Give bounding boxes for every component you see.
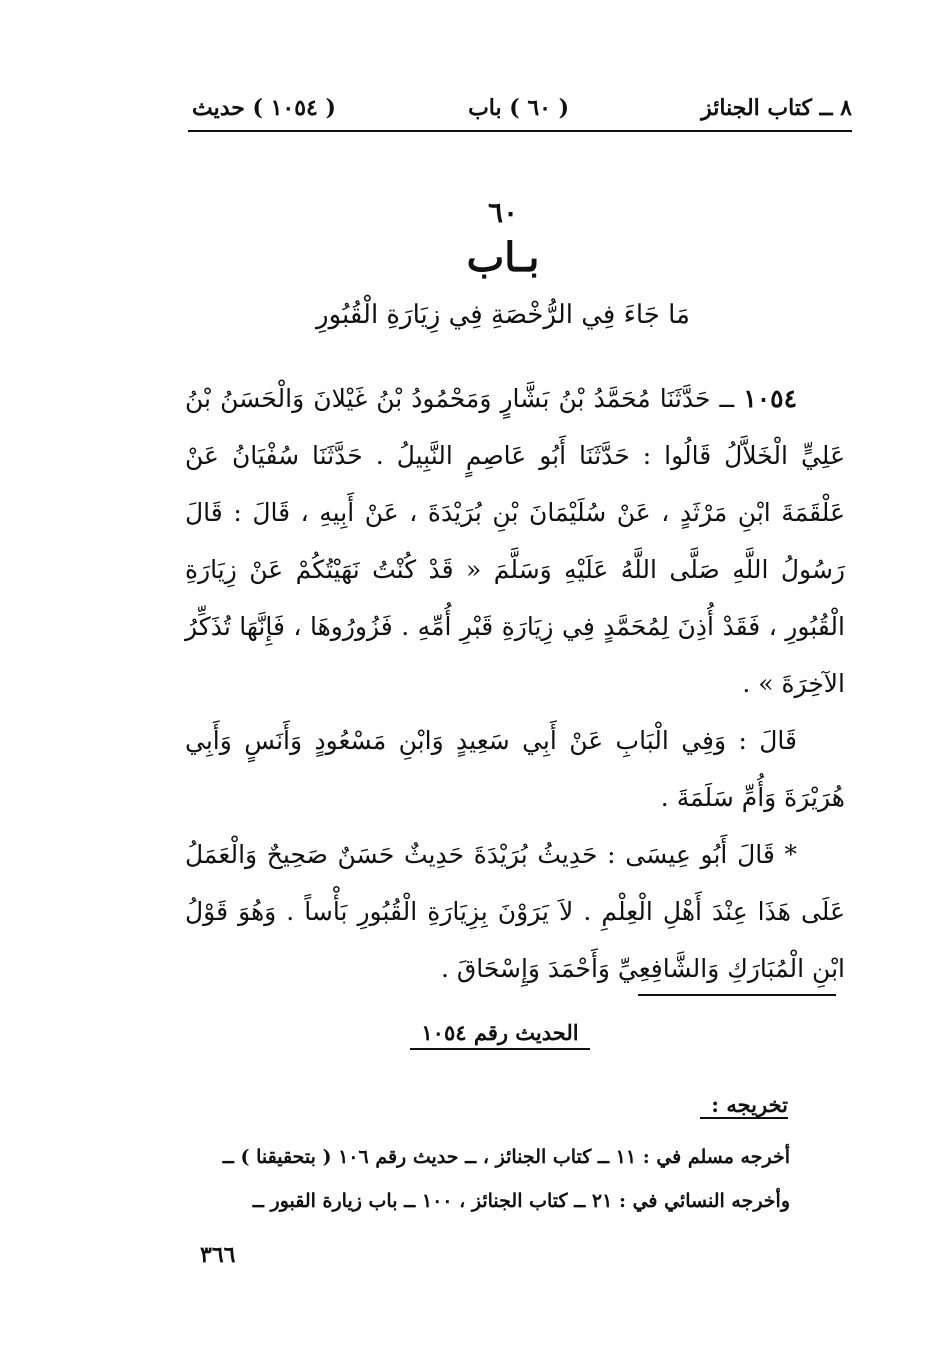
footnote-section-label: الحديث رقم ١٠٥٤	[410, 1020, 590, 1050]
chapter-heading: بـاب	[466, 234, 540, 281]
header-chapter-ref: ( ٦٠ ) باب	[468, 95, 570, 121]
hadith-text: ــ حَدَّثَنَا مُحَمَّدُ بْنُ بَشَّارٍ وَمَحْمُودُ بْنُ غَيْلانَ وَالْحَسَنُ بْنُ عَلِيٍّ الْخَلاَّلُ قَالُوا : حَدَّثَنَا أَبُو عَاصِمٍ النَّبِيلُ . حَدَّثَنَا سُفْيَانُ عَنْ عَلْقَمَةَ ابْنِ مَرْثَدٍ ، عَنْ سُلَيْمَانَ بْنِ بُرَيْدَةَ ، عَنْ أَبِيهِ ، قَالَ : قَالَ رَسُولُ اللَّهِ صَلَّى اللَّهُ عَلَيْهِ وَسَلَّمَ « قَدْ كُنْتُ نَهَيْتُكُمْ عَنْ زِيَارَةِ الْقُبُورِ ، فَقَدْ أُذِنَ لِمُحَمَّدٍ فِي زِيَارَةِ قَبْرِ أُمِّهِ . فَزُورُوهَا ، فَإِنَّهَا تُذَكِّرُ الآخِرَةَ » .	[185, 384, 845, 698]
header-hadith-ref: ( ١٠٥٤ ) حديث	[192, 95, 336, 121]
chapter-number: ٦٠	[487, 196, 519, 229]
takhrij-label: تخريجه :	[700, 1092, 788, 1119]
footnote-divider	[638, 994, 836, 996]
takhrij-line: وأخرجه النسائي في : ٢١ ــ كتاب الجنائز ، ١٠٠ ــ باب زيارة القبور ــ	[252, 1190, 790, 1212]
grading-paragraph: * قَالَ أَبُو عِيسَى : حَدِيثُ بُرَيْدَةَ حَدِيثٌ حَسَنٌ صَحِيحٌ وَالْعَمَلُ عَلَى هَذَا عِنْدَ أَهْلِ الْعِلْمِ . لاَ يَرَوْنَ بِزِيَارَةِ الْقُبُورِ بَأْساً . وَهُوَ قَوْلُ ابْنِ الْمُبَارَكِ وَالشَّافِعِيِّ وَأَحْمَدَ وَإِسْحَاقَ .	[185, 840, 845, 983]
hadith-body	[185, 370, 845, 997]
running-header	[192, 88, 852, 128]
related-narrations-paragraph: قَالَ : وَفِي الْبَابِ عَنْ أَبِي سَعِيدٍ وَابْنِ مَسْعُودٍ وَأَنَسٍ وَأَبِي هُرَيْرَةَ وَأُمِّ سَلَمَةَ .	[185, 726, 845, 812]
takhrij-line: أخرجه مسلم في : ١١ ــ كتاب الجنائز ، ــ حديث رقم ١٠٦ ( بتحقيقنا ) ــ	[222, 1146, 790, 1168]
chapter-title: مَا جَاءَ فِي الرُّخْصَةِ فِي زِيَارَةِ الْقُبُورِ	[316, 300, 690, 330]
header-rule	[188, 130, 852, 132]
hadith-number: ١٠٥٤	[743, 384, 797, 413]
page-number: ٣٦٦	[200, 1242, 236, 1268]
hadith-paragraph	[185, 370, 845, 712]
header-book-title: ٨ ــ كتاب الجنائز	[701, 95, 852, 121]
